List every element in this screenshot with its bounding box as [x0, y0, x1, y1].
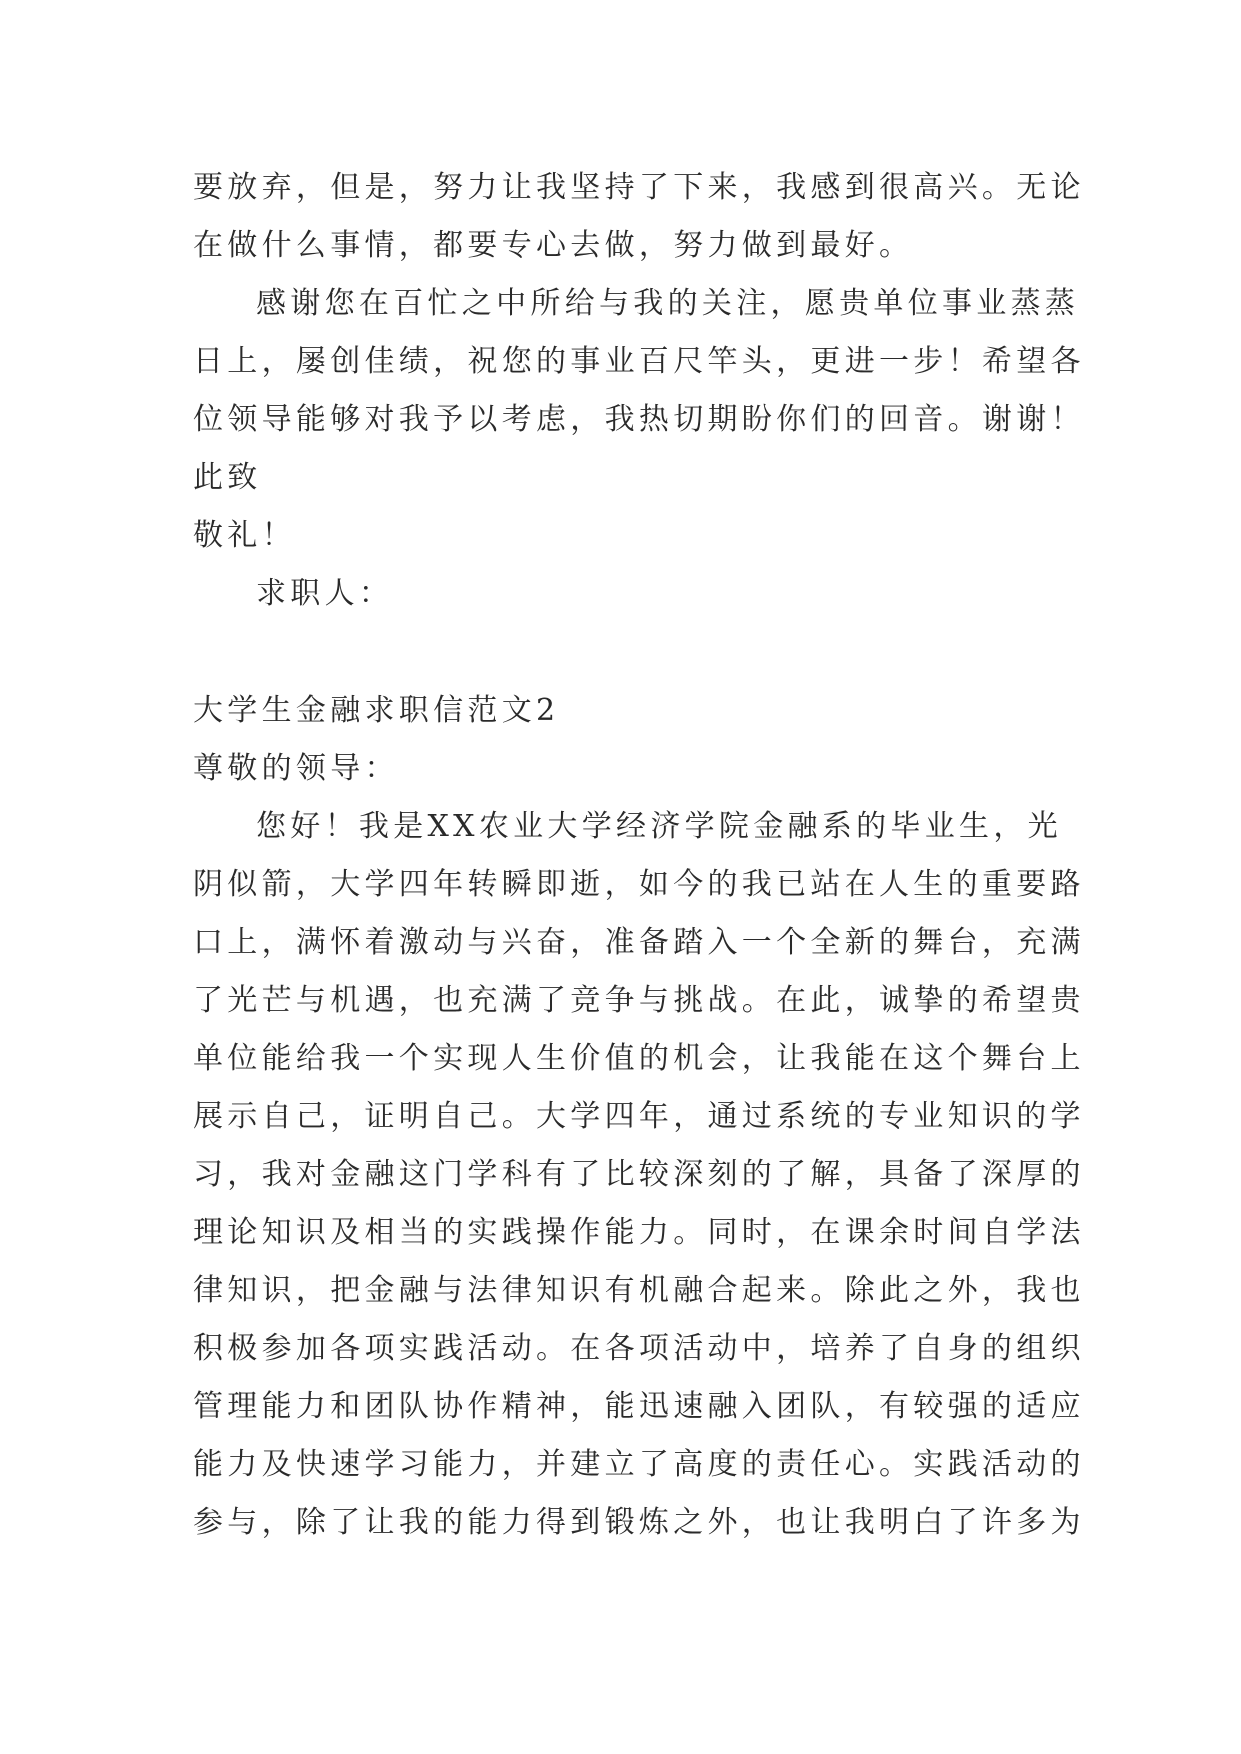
body-line: 单位能给我一个实现人生价值的机会，让我能在这个舞台上: [193, 1041, 1085, 1076]
body-line: 要放弃，但是，努力让我坚持了下来，我感到很高兴。无论: [193, 170, 1085, 205]
signature-label: 求职人：: [256, 576, 394, 611]
body-line: 位领导能够对我予以考虑，我热切期盼你们的回音。谢谢！: [193, 402, 1085, 437]
body-line: 习，我对金融这门学科有了比较深刻的了解，具备了深厚的: [193, 1157, 1085, 1192]
section-title: 大学生金融求职信范文2: [193, 693, 560, 728]
body-line: 口上，满怀着激动与兴奋，准备踏入一个全新的舞台，充满: [193, 925, 1085, 960]
body-line: 参与，除了让我的能力得到锻炼之外，也让我明白了许多为: [193, 1505, 1085, 1540]
body-line: 阴似箭，大学四年转瞬即逝，如今的我已站在人生的重要路: [193, 867, 1085, 902]
closing-salutation: 此致: [193, 460, 262, 495]
body-line: 了光芒与机遇，也充满了竞争与挑战。在此，诚挚的希望贵: [193, 983, 1085, 1018]
greeting: 尊敬的领导：: [193, 751, 399, 786]
body-line: 律知识，把金融与法律知识有机融合起来。除此之外，我也: [193, 1273, 1085, 1308]
body-line: 日上，屡创佳绩，祝您的事业百尺竿头，更进一步！希望各: [193, 344, 1085, 379]
body-line: 能力及快速学习能力，并建立了高度的责任心。实践活动的: [193, 1447, 1085, 1482]
body-line: 您好！我是XX农业大学经济学院金融系的毕业生，光: [256, 809, 1062, 844]
body-line: 在做什么事情，都要专心去做，努力做到最好。: [193, 228, 914, 263]
body-line: 展示自己，证明自己。大学四年，通过系统的专业知识的学: [193, 1099, 1085, 1134]
body-line: 管理能力和团队协作精神，能迅速融入团队，有较强的适应: [193, 1389, 1085, 1424]
body-line: 感谢您在百忙之中所给与我的关注，愿贵单位事业蒸蒸: [256, 286, 1080, 321]
closing-regards: 敬礼！: [193, 518, 296, 553]
body-line: 积极参加各项实践活动。在各项活动中，培养了自身的组织: [193, 1331, 1085, 1366]
body-line: 理论知识及相当的实践操作能力。同时，在课余时间自学法: [193, 1215, 1085, 1250]
